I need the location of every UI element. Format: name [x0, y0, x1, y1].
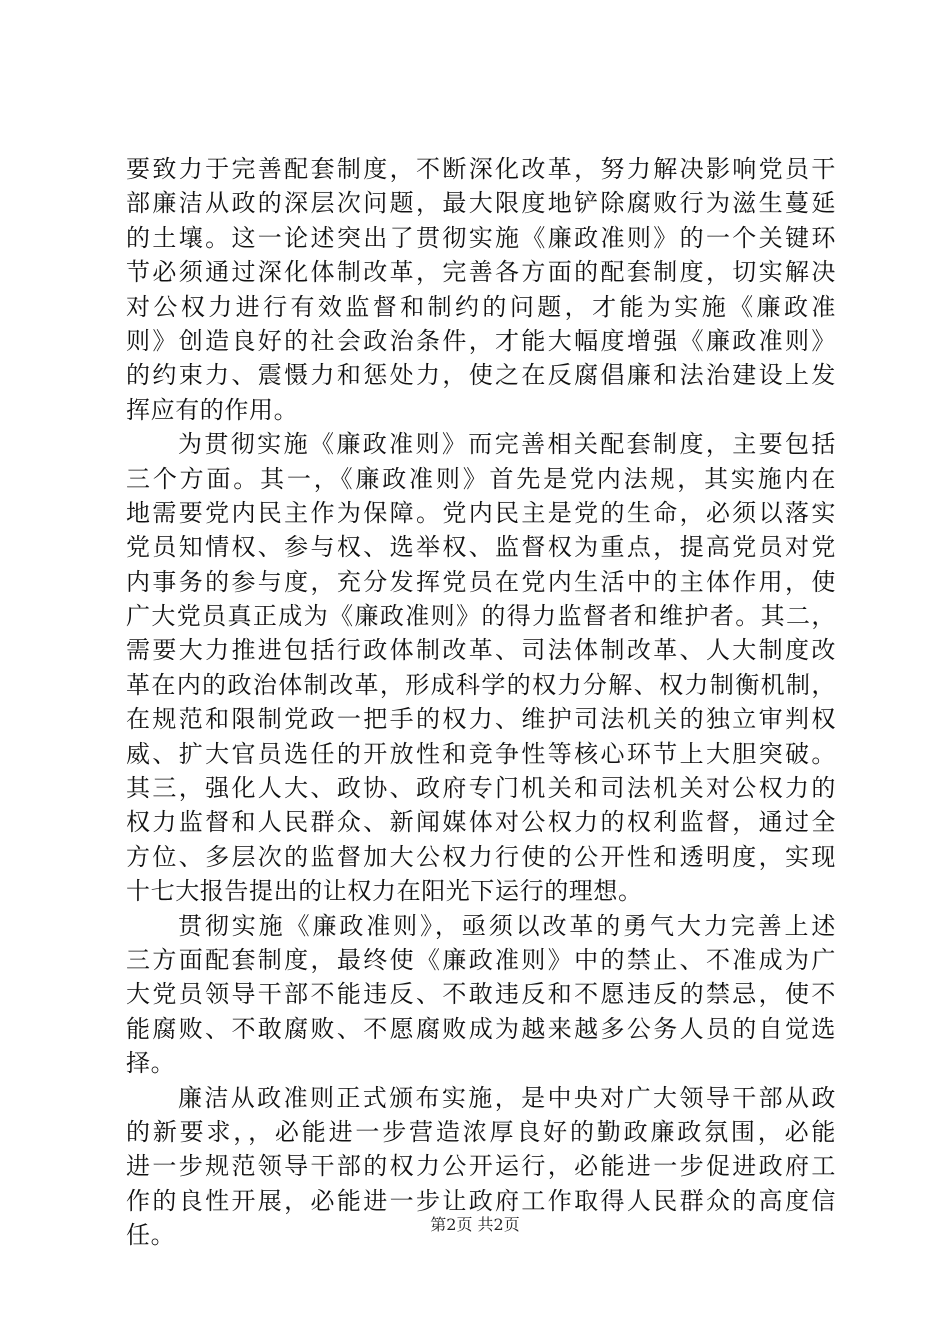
paragraph-line: 地需要党内民主作为保障。党内民主是党的生命，必须以落实: [126, 498, 836, 527]
paragraph-line: 三方面配套制度，最终使《廉政准则》中的禁止、不准成为广: [126, 945, 836, 974]
paragraph-line: 党员知情权、参与权、选举权、监督权为重点，提高党员对党: [126, 533, 836, 562]
paragraph-line: 在规范和限制党政一把手的权力、维护司法机关的独立审判权: [126, 705, 836, 734]
paragraph-line: 要致力于完善配套制度，不断深化改革，努力解决影响党员干: [126, 155, 836, 183]
paragraph: [126, 909, 836, 1081]
paragraph-line: 进一步规范领导干部的权力公开运行，必能进一步促进政府工: [126, 1152, 836, 1181]
paragraph-line: 需要大力推进包括行政体制改革、司法体制改革、人大制度改: [126, 636, 836, 665]
paragraph-line: 的约束力、震慑力和惩处力，使之在反腐倡廉和法治建设上发: [126, 361, 836, 390]
paragraph-line: 广大党员真正成为《廉政准则》的得力监督者和维护者。其二，: [126, 602, 836, 631]
paragraph-line: 方位、多层次的监督加大公权力行使的公开性和透明度，实现: [126, 842, 836, 871]
paragraph-line: 革在内的政治体制改革，形成科学的权力分解、权力制衡机制，: [126, 670, 836, 699]
page-footer: 第2页 共2页: [430, 1215, 520, 1234]
paragraph-line: 的土壤。这一论述突出了贯彻实施《廉政准则》的一个关键环: [126, 223, 836, 252]
paragraph-line: 内事务的参与度，充分发挥党员在党内生活中的主体作用，使: [126, 567, 836, 596]
paragraph-line: 节必须通过深化体制改革，完善各方面的配套制度，切实解决: [126, 258, 836, 287]
paragraph-line: 贯彻实施《廉政准则》，亟须以改革的勇气大力完善上述: [178, 911, 836, 940]
paragraph-line: 对公权力进行有效监督和制约的问题，才能为实施《廉政准: [126, 292, 836, 321]
paragraph-line: 十七大报告提出的让权力在阳光下运行的理想。: [126, 877, 643, 906]
paragraph-line: 作的良性开展，必能进一步让政府工作取得人民群众的高度信: [126, 1186, 836, 1215]
paragraph-line: 则》创造良好的社会政治条件，才能大幅度增强《廉政准则》: [126, 326, 836, 355]
paragraph-line: 择。: [126, 1049, 176, 1078]
paragraph-line: 权力监督和人民群众、新闻媒体对公权力的权利监督，通过全: [126, 808, 836, 837]
paragraph: [126, 427, 836, 908]
paragraph-line: 能腐败、不敢腐败、不愿腐败成为越来越多公务人员的自觉选: [126, 1014, 836, 1043]
paragraph-line: 任。: [126, 1221, 176, 1250]
paragraph-line: 廉洁从政准则正式颁布实施，是中央对广大领导干部从政: [178, 1083, 836, 1112]
paragraph: [126, 152, 836, 427]
paragraph-line: 部廉洁从政的深层次问题，最大限度地铲除腐败行为滋生蔓延: [126, 189, 836, 218]
paragraph-line: 其三，强化人大、政协、政府专门机关和司法机关对公权力的: [126, 774, 836, 803]
paragraph-line: 威、扩大官员选任的开放性和竞争性等核心环节上大胆突破。: [126, 739, 836, 768]
document-body: [126, 152, 836, 1253]
paragraph-line: 为贯彻实施《廉政准则》而完善相关配套制度，主要包括: [178, 430, 836, 459]
paragraph-line: 的新要求，，必能进一步营造浓厚良好的勤政廉政氛围，必能: [126, 1117, 836, 1146]
paragraph-line: 三个方面。其一，《廉政准则》首先是党内法规，其实施内在: [126, 464, 836, 493]
paragraph-line: 挥应有的作用。: [126, 395, 299, 424]
paragraph-line: 大党员领导干部不能违反、不敢违反和不愿违反的禁忌，使不: [126, 980, 836, 1009]
